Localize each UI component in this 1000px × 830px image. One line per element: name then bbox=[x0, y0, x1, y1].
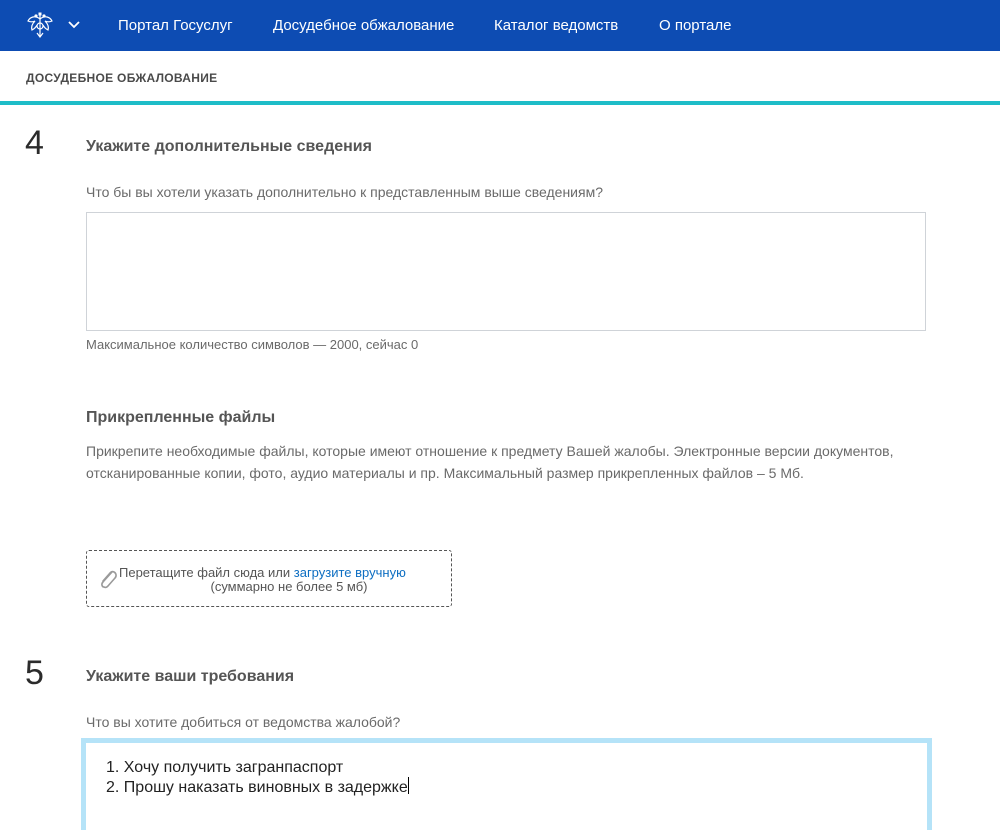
question-label: Что бы вы хотели указать дополнительно к представленным выше сведениям? bbox=[86, 184, 603, 200]
dropzone-note: (суммарно не более 5 мб) bbox=[210, 579, 368, 594]
requirement-line: 1. Хочу получить загранпаспорт bbox=[106, 759, 344, 776]
nav-link-portal[interactable]: Портал Госуслуг bbox=[118, 17, 233, 34]
nav-link-about[interactable]: О портале bbox=[659, 17, 732, 34]
step-title: Укажите ваши требования bbox=[86, 668, 295, 685]
files-description: Прикрепите необходимые файлы, которые имеют отношение к предмету Вашей жалобы. Электронные версии документов, отсканированные копии, фото, аудио материалы и пр. Максимальный размер прикрепленных файлов – 5 Мб. bbox=[86, 443, 894, 481]
step-title: Укажите дополнительные сведения bbox=[86, 138, 372, 155]
top-navigation-bar bbox=[0, 0, 1000, 51]
divider bbox=[0, 101, 1000, 105]
dropzone-label: Перетащите файл сюда или bbox=[119, 565, 294, 580]
nav-link-agency-catalog[interactable]: Каталог ведомств bbox=[494, 17, 619, 34]
emblem-icon[interactable] bbox=[25, 11, 55, 41]
dropzone-text bbox=[119, 565, 406, 580]
step-number: 5 bbox=[25, 654, 44, 692]
breadcrumb[interactable]: ДОСУДЕБНОЕ ОБЖАЛОВАНИЕ bbox=[26, 71, 218, 85]
upload-manually-link[interactable]: загрузите вручную bbox=[293, 565, 406, 580]
breadcrumb-bar bbox=[0, 51, 1000, 102]
chevron-down-icon[interactable] bbox=[67, 20, 81, 30]
files-title: Прикрепленные файлы bbox=[86, 409, 276, 426]
additional-info-textarea[interactable] bbox=[86, 212, 926, 331]
step-number: 4 bbox=[25, 124, 44, 162]
requirements-textarea[interactable] bbox=[81, 738, 932, 830]
char-count-hint: Максимальное количество символов — 2000, сейчас 0 bbox=[86, 337, 419, 352]
requirement-line-with-caret bbox=[106, 777, 409, 797]
requirement-line-text: 2. Прошу наказать виновных в задержке bbox=[106, 779, 408, 796]
question-label: Что вы хотите добиться от ведомства жалобой? bbox=[86, 714, 401, 730]
file-dropzone[interactable] bbox=[86, 550, 452, 607]
nav-link-pretrial-appeal[interactable]: Досудебное обжалование bbox=[273, 17, 455, 34]
text-caret bbox=[408, 777, 409, 794]
